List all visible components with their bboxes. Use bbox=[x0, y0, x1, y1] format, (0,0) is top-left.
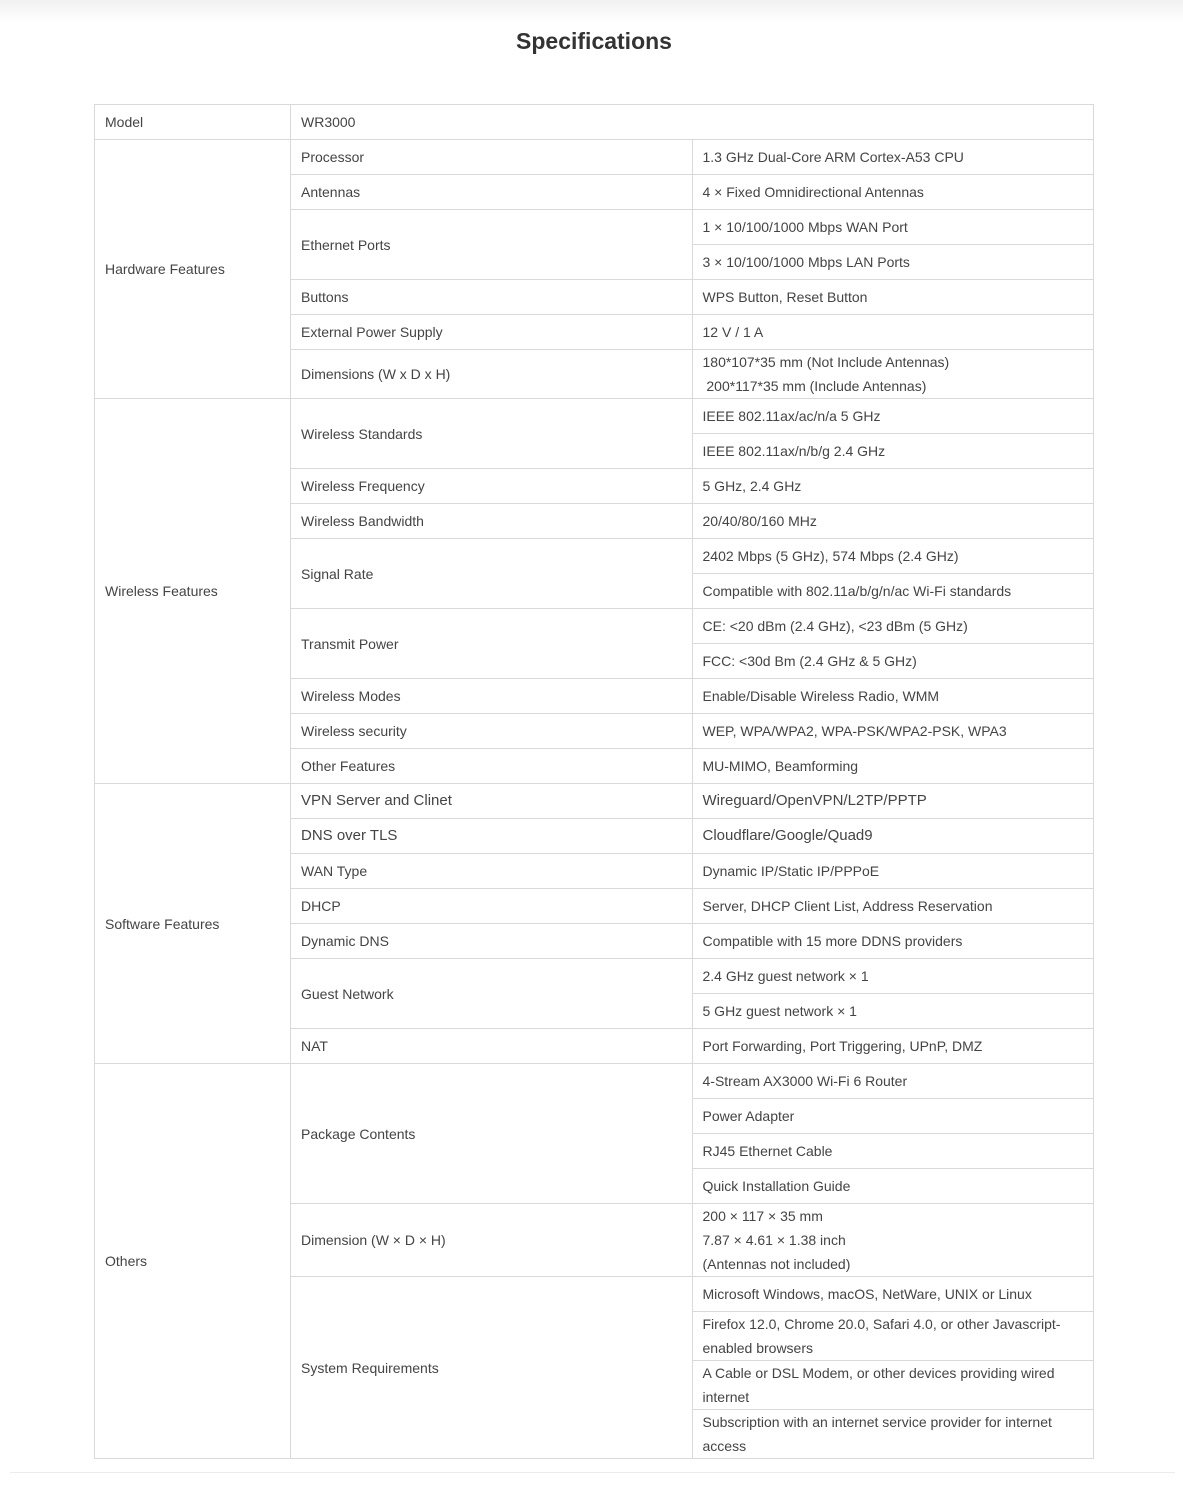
feature-value: Firefox 12.0, Chrome 20.0, Safari 4.0, or other Javascript-enabled browsers bbox=[692, 1312, 1094, 1361]
feature-label: Other Features bbox=[291, 749, 693, 784]
feature-value bbox=[692, 350, 1094, 399]
feature-label: Wireless Modes bbox=[291, 679, 693, 714]
feature-value: 1 × 10/100/1000 Mbps WAN Port bbox=[692, 210, 1094, 245]
feature-value: 3 × 10/100/1000 Mbps LAN Ports bbox=[692, 245, 1094, 280]
table-row bbox=[95, 1064, 1094, 1099]
specifications-table-body bbox=[95, 105, 1094, 1459]
feature-value: Enable/Disable Wireless Radio, WMM bbox=[692, 679, 1094, 714]
feature-label: Guest Network bbox=[291, 959, 693, 1029]
category-label: Others bbox=[95, 1064, 291, 1459]
feature-label: Dimension (W × D × H) bbox=[291, 1204, 693, 1277]
feature-label: External Power Supply bbox=[291, 315, 693, 350]
category-label: Hardware Features bbox=[95, 140, 291, 399]
feature-value: 12 V / 1 A bbox=[692, 315, 1094, 350]
feature-label: Wireless Standards bbox=[291, 399, 693, 469]
feature-label: NAT bbox=[291, 1029, 693, 1064]
feature-label: Signal Rate bbox=[291, 539, 693, 609]
feature-value: WEP, WPA/WPA2, WPA-PSK/WPA2-PSK, WPA3 bbox=[692, 714, 1094, 749]
feature-value: 20/40/80/160 MHz bbox=[692, 504, 1094, 539]
feature-value: Port Forwarding, Port Triggering, UPnP, DMZ bbox=[692, 1029, 1094, 1064]
feature-label: VPN Server and Clinet bbox=[291, 784, 693, 819]
feature-value: IEEE 802.11ax/n/b/g 2.4 GHz bbox=[692, 434, 1094, 469]
feature-value: 2402 Mbps (5 GHz), 574 Mbps (2.4 GHz) bbox=[692, 539, 1094, 574]
feature-value: FCC: <30d Bm (2.4 GHz & 5 GHz) bbox=[692, 644, 1094, 679]
feature-label: DNS over TLS bbox=[291, 819, 693, 854]
feature-value: Quick Installation Guide bbox=[692, 1169, 1094, 1204]
model-value: WR3000 bbox=[291, 105, 1094, 140]
category-label: Wireless Features bbox=[95, 399, 291, 784]
feature-value: CE: <20 dBm (2.4 GHz), <23 dBm (5 GHz) bbox=[692, 609, 1094, 644]
feature-value: WPS Button, Reset Button bbox=[692, 280, 1094, 315]
feature-label: Dynamic DNS bbox=[291, 924, 693, 959]
footer-divider bbox=[10, 1472, 1175, 1473]
feature-label: Ethernet Ports bbox=[291, 210, 693, 280]
feature-value: 5 GHz guest network × 1 bbox=[692, 994, 1094, 1029]
feature-value: Cloudflare/Google/Quad9 bbox=[692, 819, 1094, 854]
page-title: Specifications bbox=[516, 28, 672, 54]
feature-value: Compatible with 802.11a/b/g/n/ac Wi-Fi standards bbox=[692, 574, 1094, 609]
feature-label: Package Contents bbox=[291, 1064, 693, 1204]
feature-value bbox=[692, 1204, 1094, 1277]
feature-value: RJ45 Ethernet Cable bbox=[692, 1134, 1094, 1169]
feature-label: Wireless Frequency bbox=[291, 469, 693, 504]
feature-value: Microsoft Windows, macOS, NetWare, UNIX or Linux bbox=[692, 1277, 1094, 1312]
feature-label: Transmit Power bbox=[291, 609, 693, 679]
feature-label: Dimensions (W x D x H) bbox=[291, 350, 693, 399]
feature-value: Power Adapter bbox=[692, 1099, 1094, 1134]
feature-value: Compatible with 15 more DDNS providers bbox=[692, 924, 1094, 959]
feature-label: System Requirements bbox=[291, 1277, 693, 1459]
feature-label: DHCP bbox=[291, 889, 693, 924]
feature-value-line: 180*107*35 mm (Not Include Antennas) bbox=[702, 354, 950, 370]
feature-label: Processor bbox=[291, 140, 693, 175]
feature-value: Dynamic IP/Static IP/PPPoE bbox=[692, 854, 1094, 889]
table-row bbox=[95, 140, 1094, 175]
feature-value-line: 200 × 117 × 35 mm bbox=[702, 1208, 823, 1224]
model-label: Model bbox=[95, 105, 291, 140]
feature-label: Wireless security bbox=[291, 714, 693, 749]
table-row bbox=[95, 399, 1094, 434]
feature-value: Server, DHCP Client List, Address Reservation bbox=[692, 889, 1094, 924]
table-row bbox=[95, 784, 1094, 819]
category-label: Software Features bbox=[95, 784, 291, 1064]
feature-label: WAN Type bbox=[291, 854, 693, 889]
feature-value: Wireguard/OpenVPN/L2TP/PPTP bbox=[692, 784, 1094, 819]
feature-value-line: (Antennas not included) bbox=[702, 1256, 851, 1272]
top-shade bbox=[0, 0, 1183, 22]
feature-value: MU-MIMO, Beamforming bbox=[692, 749, 1094, 784]
feature-label: Buttons bbox=[291, 280, 693, 315]
feature-value: 5 GHz, 2.4 GHz bbox=[692, 469, 1094, 504]
feature-value: A Cable or DSL Modem, or other devices providing wired internet bbox=[692, 1361, 1094, 1410]
feature-value: IEEE 802.11ax/ac/n/a 5 GHz bbox=[692, 399, 1094, 434]
feature-value: Subscription with an internet service provider for internet access bbox=[692, 1410, 1094, 1459]
feature-value-line: 200*117*35 mm (Include Antennas) bbox=[702, 378, 927, 394]
specifications-table bbox=[94, 104, 1094, 1459]
feature-value-line: 7.87 × 4.61 × 1.38 inch bbox=[702, 1232, 846, 1248]
feature-label: Wireless Bandwidth bbox=[291, 504, 693, 539]
table-row-model bbox=[95, 105, 1094, 140]
feature-value: 2.4 GHz guest network × 1 bbox=[692, 959, 1094, 994]
feature-label: Antennas bbox=[291, 175, 693, 210]
feature-value: 4 × Fixed Omnidirectional Antennas bbox=[692, 175, 1094, 210]
feature-value: 1.3 GHz Dual-Core ARM Cortex-A53 CPU bbox=[692, 140, 1094, 175]
feature-value: 4-Stream AX3000 Wi-Fi 6 Router bbox=[692, 1064, 1094, 1099]
